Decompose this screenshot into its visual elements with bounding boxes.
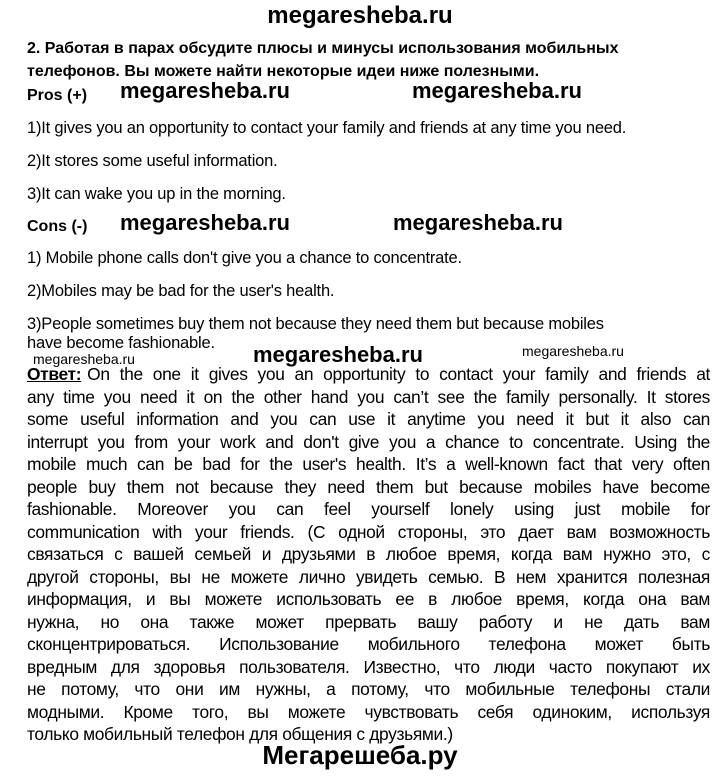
pros-item: 2)It stores some useful information. (27, 152, 278, 170)
answer-line: any time you need it on the other hand you can’t see the family personally. It stores (27, 386, 710, 407)
answer-line: связаться с вашей семьей и друзьями в любое время, когда вам нужно это, с (27, 544, 710, 564)
answer-line: fashionable. Moreover you can feel yourself lonely using just mobile for (27, 499, 710, 519)
cons-heading: Cons (-) (27, 218, 88, 235)
watermark: megaresheba.ru (120, 210, 290, 235)
watermark: megaresheba.ru (253, 342, 423, 367)
answer-line: другой стороны, вы не можете лично увидеть семью. В нем хранится полезная (27, 566, 710, 587)
answer-line: нужна, но она также может прервать вашу работу и не дать вам (27, 611, 710, 632)
watermark: megaresheba.ru (522, 343, 624, 359)
cons-item: 1) Mobile phone calls don't give you a chance to concentrate. (27, 249, 462, 267)
watermark: megaresheba.ru (412, 78, 582, 103)
pros-item: 1)It gives you an opportunity to contact your family and friends at any time you need. (27, 119, 627, 137)
answer-line: вредным для здоровья пользователя. Известно, что люди часто покупают их (27, 656, 710, 677)
answer-line: mobile much can be bad for the user's health. It’s a well-known fact that very often (27, 454, 710, 474)
answer-line: communication with your friends. (С одной стороны, это дает вам возможность (27, 521, 710, 542)
answer-line: модными. Кроме того, вы можете чувствовать себя одиноким, используя (27, 701, 710, 722)
answer-line (27, 363, 710, 386)
task-text-line-2: телефонов. Вы можете найти некоторые идеи ниже полезными. (27, 63, 540, 80)
answer-line: не потому, что они им нужны, а потому, что мобильные телефоны стали (27, 679, 710, 699)
task-text-line-1: 2. Работая в парах обсудите плюсы и минусы использования мобильных (27, 40, 619, 57)
answer-line: some useful information and you can use it anytime you need it but it also can (27, 409, 710, 429)
cons-item: 3)People sometimes buy them not because they need them but because mobiles (27, 315, 604, 333)
cons-item-continued: have become fashionable. (27, 334, 215, 352)
answer-line: информация, и вы можете использовать ее в любое время, когда она вам (27, 589, 710, 609)
answer-line: interrupt you from your work and don't give you a chance to concentrate. Using the (27, 431, 710, 452)
answer-line-text: On the one it gives you an opportunity to contact your family and friends at (87, 364, 710, 384)
answer-line: people buy them not because they need them but because mobiles have become (27, 476, 710, 497)
watermark: megaresheba.ru (120, 78, 290, 103)
cons-item: 2)Mobiles may be bad for the user's health. (27, 282, 335, 300)
answer-label: Ответ: (27, 364, 82, 384)
pros-item: 3)It can wake you up in the morning. (27, 185, 286, 203)
footer-watermark: Мегарешеба.ру (262, 740, 458, 770)
header-watermark: megaresheba.ru (267, 2, 453, 29)
answer-paragraph (27, 363, 710, 746)
answer-line: сконцентрироваться. Использование мобильного телефона может быть (27, 634, 710, 654)
watermark: megaresheba.ru (393, 210, 563, 235)
pros-heading: Pros (+) (27, 87, 88, 104)
answer-line: только мобильный телефон для общения с друзьями.) (27, 724, 453, 744)
watermark: megaresheba.ru (33, 351, 135, 367)
